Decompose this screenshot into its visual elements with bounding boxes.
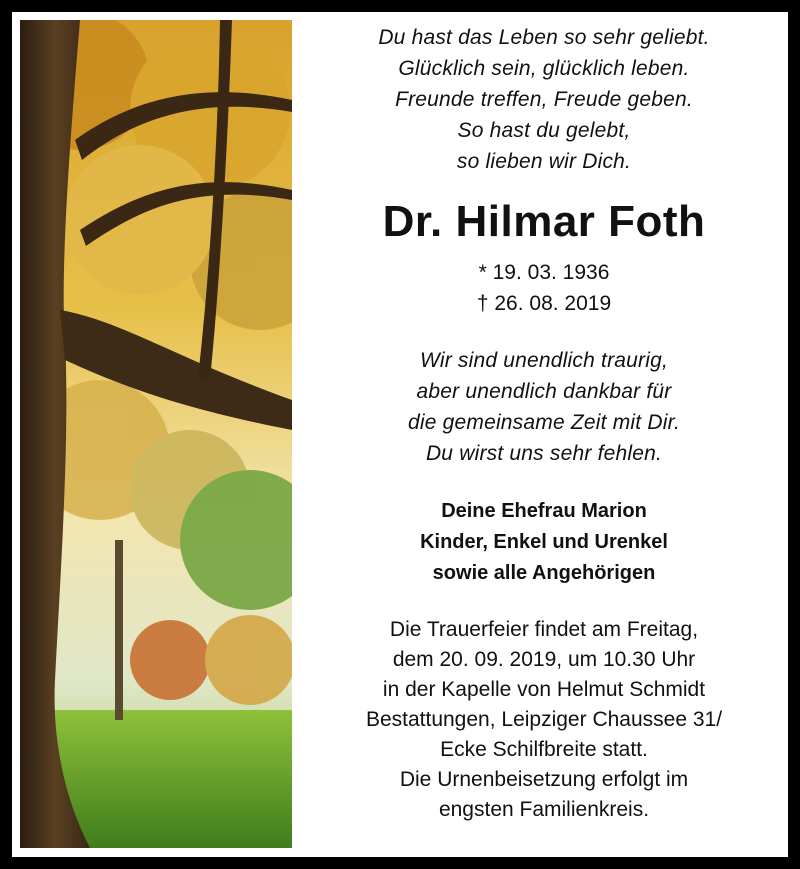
mourners [300,496,788,589]
service-line: Die Trauerfeier findet am Freitag, [389,618,699,641]
sorrow-line: Du wirst uns sehr fehlen. [425,442,663,465]
service-line: Die Urnenbeisetzung erfolgt im [399,768,689,791]
sorrow-line: aber unendlich dankbar für [416,380,672,403]
poem [300,22,788,177]
sorrow-line: Wir sind unendlich traurig, [420,349,668,372]
poem-line: Freunde treffen, Freude geben. [395,88,693,111]
sorrow-message [300,345,788,469]
poem-line: So hast du gelebt, [457,119,631,142]
service-line: Bestattungen, Leipziger Chaussee 31/ [365,708,723,731]
service-line: Ecke Schilfbreite statt. [440,738,648,761]
mourner-line: Deine Ehefrau Marion [441,500,647,522]
birth-date: * 19. 03. 1936 [478,261,610,284]
mourner-line: sowie alle Angehörigen [432,562,656,584]
death-date: † 26. 08. 2019 [476,292,612,315]
service-line: dem 20. 09. 2019, um 10.30 Uhr [392,648,696,671]
obituary-text [300,22,788,825]
poem-line: so lieben wir Dich. [456,150,632,173]
service-line: in der Kapelle von Helmut Schmidt [382,678,706,701]
funeral-service-info [300,615,788,825]
deceased-name: Dr. Hilmar Foth [382,197,706,246]
service-line: engsten Familienkreis. [438,798,650,821]
poem-line: Du hast das Leben so sehr geliebt. [378,26,710,49]
life-dates [300,257,788,319]
mourner-line: Kinder, Enkel und Urenkel [420,531,668,553]
poem-line: Glücklich sein, glücklich leben. [398,57,690,80]
autumn-tree-photo [20,20,292,848]
sorrow-line: die gemeinsame Zeit mit Dir. [407,411,681,434]
tree-illustration [20,20,292,848]
